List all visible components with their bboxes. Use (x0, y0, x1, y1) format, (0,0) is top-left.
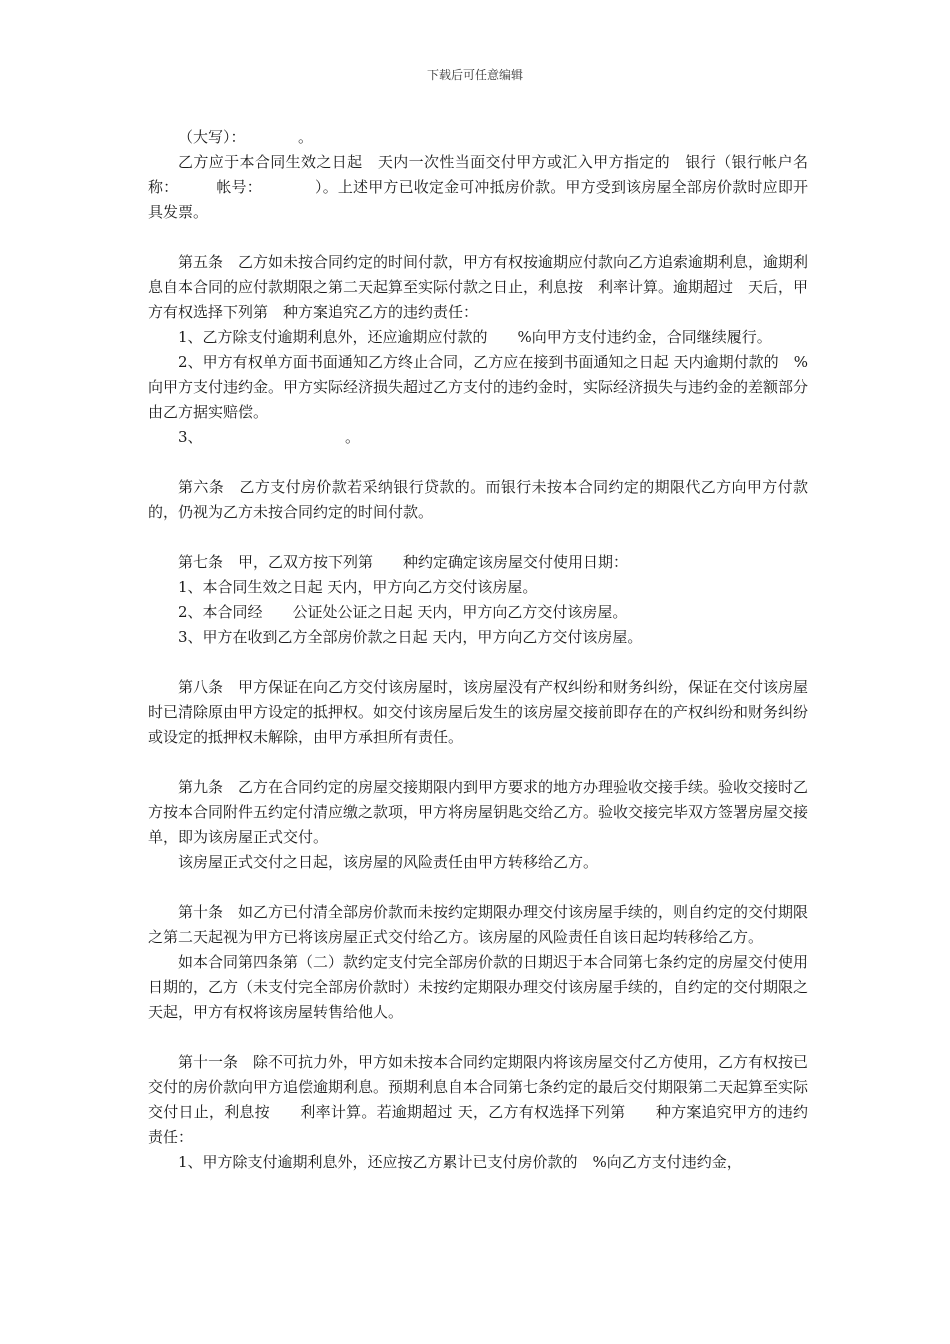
paragraph: 2、甲方有权单方面书面通知乙方终止合同，乙方应在接到书面通知之日起 天内逾期付款的 %向甲方支付违约金。甲方实际经济损失超过乙方支付的违约金时，实际经济损失与违约金的差额部分由乙方据实赔偿。 (148, 353, 809, 421)
paragraph: 3、甲方在收到乙方全部房价款之日起 天内，甲方向乙方交付该房屋。 (178, 628, 643, 646)
paragraph-gap (148, 225, 808, 250)
paragraph-gap (148, 1025, 808, 1050)
paragraph-gap (148, 875, 808, 900)
article-11: 第十一条 除不可抗力外，甲方如未按本合同约定期限内将该房屋交付乙方使用，乙方有权按已交付的房价款向甲方追偿逾期利息。预期利息自本合同第七条约定的最后交付期限第二天起算至实际交付日止，利息按 利率计算。若逾期超过 天，乙方有权选择下列第 种方案追究甲方的违约责任： (148, 1053, 809, 1146)
document-body (148, 125, 824, 1175)
paragraph-gap (148, 650, 808, 675)
paragraph: 乙方应于本合同生效之日起 天内一次性当面交付甲方或汇入甲方指定的 银行（银行帐户名称： 帐号： ）。上述甲方已收定金可冲抵房价款。甲方受到该房屋全部房价款时应即开具发票。 (148, 153, 808, 221)
paragraph: 1、本合同生效之日起 天内，甲方向乙方交付该房屋。 (178, 578, 538, 596)
page-header: 下载后可任意编辑 (426, 68, 523, 82)
paragraph-gap (148, 750, 808, 775)
article-7: 第七条 甲，乙双方按下列第 种约定确定该房屋交付使用日期： (178, 553, 629, 571)
paragraph-gap (148, 450, 808, 475)
paragraph: 3、 。 (178, 428, 361, 446)
article-6: 第六条 乙方支付房价款若采纳银行贷款的。而银行未按本合同约定的期限代乙方向甲方付款的，仍视为乙方未按合同约定的时间付款。 (148, 478, 808, 521)
paragraph-gap (148, 525, 808, 550)
article-8: 第八条 甲方保证在向乙方交付该房屋时，该房屋没有产权纠纷和财务纠纷，保证在交付该房屋时已清除原由甲方设定的抵押权。如交付该房屋后发生的该房屋交接前即存在的产权纠纷和财务纠纷或设定的抵押权未解除，由甲方承担所有责任。 (148, 678, 809, 746)
article-9: 第九条 乙方在合同约定的房屋交接期限内到甲方要求的地方办理验收交接手续。验收交接时乙方按本合同附件五约定付清应缴之款项，甲方将房屋钥匙交给乙方。验收交接完毕双方签署房屋交接单，即为该房屋正式交付。 (148, 778, 809, 846)
paragraph: （大写）： 。 (178, 128, 314, 146)
paragraph: 1、甲方除支付逾期利息外，还应按乙方累计已支付房价款的 %向乙方支付违约金， (178, 1153, 742, 1171)
paragraph: 该房屋正式交付之日起，该房屋的风险责任由甲方转移给乙方。 (178, 853, 599, 871)
paragraph: 如本合同第四条第（二）款约定支付完全部房价款的日期迟于本合同第七条约定的房屋交付使用日期的，乙方（未支付完全部房价款时）未按约定期限办理交付该房屋手续的，自约定的交付期限之 天起，甲方有权将该房屋转售给他人。 (148, 953, 824, 1021)
article-10: 第十条 如乙方已付清全部房价款而未按约定期限办理交付该房屋手续的，则自约定的交付期限之第二天起视为甲方已将该房屋正式交付给乙方。该房屋的风险责任自该日起均转移给乙方。 (148, 903, 809, 946)
paragraph: 1、乙方除支付逾期利息外，还应逾期应付款的 %向甲方支付违约金，合同继续履行。 (178, 328, 772, 346)
article-5: 第五条 乙方如未按合同约定的时间付款，甲方有权按逾期应付款向乙方追索逾期利息，逾期利息自本合同的应付款期限之第二天起算至实际付款之日止，利息按 利率计算。逾期超过 天后，甲方有权选择下列第 种方案追究乙方的违约责任： (148, 253, 809, 321)
paragraph: 2、本合同经 公证处公证之日起 天内，甲方向乙方交付该房屋。 (178, 603, 628, 621)
